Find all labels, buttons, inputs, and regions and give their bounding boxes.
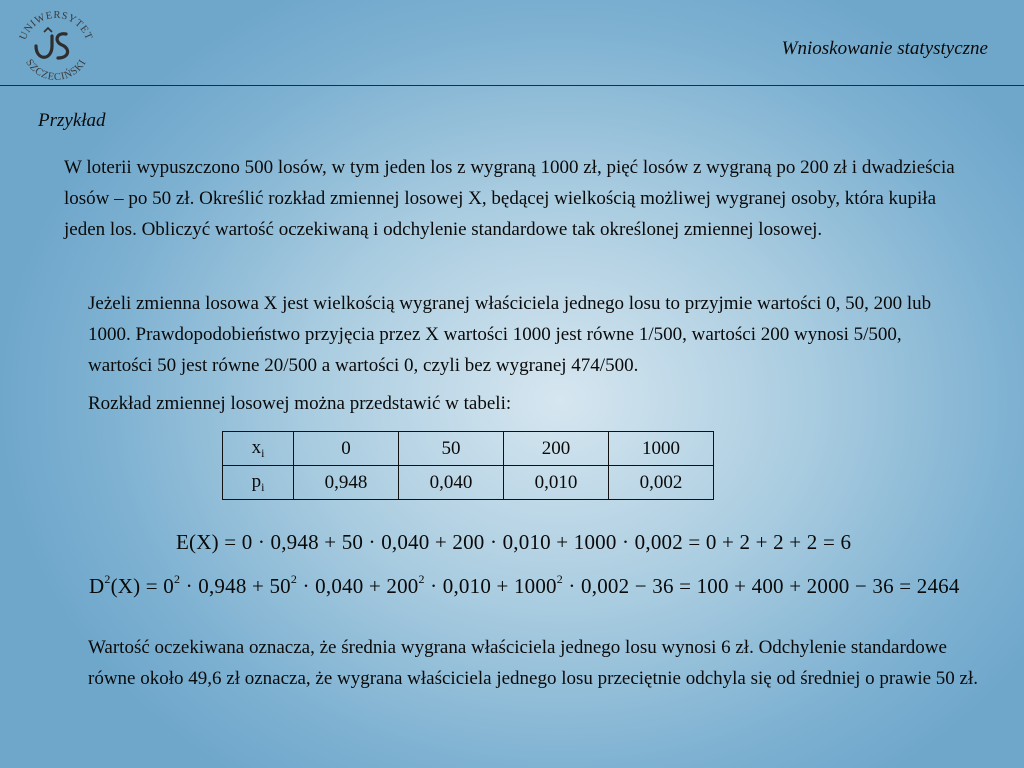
- table-cell: 0,010: [504, 466, 609, 500]
- table-header-x: [223, 432, 294, 466]
- formula-part: · 0,010 + 1000: [424, 574, 557, 598]
- header-divider: [0, 85, 1024, 86]
- exponent: 2: [418, 572, 425, 586]
- university-logo-icon: [14, 6, 98, 82]
- table-cell: 0,948: [294, 466, 399, 500]
- svg-text:SZCZECIŃSKI: SZCZECIŃSKI: [23, 57, 89, 82]
- table-cell: 0: [294, 432, 399, 466]
- table-row-p: [223, 466, 714, 500]
- x-symbol: x: [251, 436, 262, 458]
- svg-text:UNIWERSYTET: UNIWERSYTET: [17, 9, 95, 42]
- exponent: 2: [173, 572, 181, 586]
- slide-topic: Wnioskowanie statystyczne: [781, 38, 988, 59]
- formula-part: · 0,002 − 36 = 100 + 400 + 2000 − 36 = 2464: [562, 574, 960, 598]
- table-cell: 50: [399, 432, 504, 466]
- solution-paragraph: Jeżeli zmienna losowa X jest wielkością wygranej właściciela jednego losu to przyjmie wartości 0, 50, 200 lub 1000. Prawdopodobieństwo przyjęcia przez X wartości 1000 jest równe 1/500, wartości 200 wynosi 5/500, wartości 50 jest równe 20/500 a wartości 0, czyli bez wygranej 474/500.: [88, 293, 932, 376]
- table-row-x: [223, 432, 714, 466]
- exponent: 2: [104, 572, 111, 586]
- table-cell: 1000: [609, 432, 714, 466]
- p-symbol: p: [251, 470, 262, 492]
- p-subscript: i: [261, 479, 265, 494]
- formula-part: · 0,948 + 50: [180, 574, 291, 598]
- formula-part: · 0,040 + 200: [297, 574, 419, 598]
- exponent: 2: [556, 572, 563, 586]
- problem-statement: W loterii wypuszczono 500 losów, w tym jeden los z wygraną 1000 zł, pięć losów z wygraną po 200 zł i dwadzieścia losów – po 50 zł. Określić rozkład zmiennej losowej X, będącej wielkością możliwej wygranej osoby, która kupiła jeden los. Obliczyć wartość oczekiwaną i odchylenie standardowe tak określonej zmiennej losowej.: [64, 157, 955, 240]
- variance-formula: [89, 574, 960, 599]
- conclusion-paragraph: Wartość oczekiwana oznacza, że średnia wygrana właściciela jednego losu wynosi 6 zł. Odchylenie standardowe równe około 49,6 zł oznacza, że wygrana właściciela jednego losu przeciętnie odchyla się od średniej o prawie 50 zł.: [88, 637, 979, 689]
- table-header-p: [223, 466, 294, 500]
- section-title: Przykład: [38, 110, 106, 131]
- table-cell: 0,040: [399, 466, 504, 500]
- x-subscript: i: [261, 445, 265, 460]
- table-cell: 200: [504, 432, 609, 466]
- table-cell: 0,002: [609, 466, 714, 500]
- slide-header: [0, 0, 1024, 86]
- table-intro: Rozkład zmiennej losowej można przedstawić w tabeli:: [88, 393, 512, 414]
- expectation-formula: E(X) = 0 · 0,948 + 50 · 0,040 + 200 · 0,010 + 1000 · 0,002 = 0 + 2 + 2 + 2 = 6: [176, 530, 852, 554]
- formula-part: (X) = 0: [110, 574, 174, 598]
- exponent: 2: [290, 572, 298, 586]
- distribution-table: [222, 431, 714, 500]
- variance-symbol: D: [89, 574, 105, 598]
